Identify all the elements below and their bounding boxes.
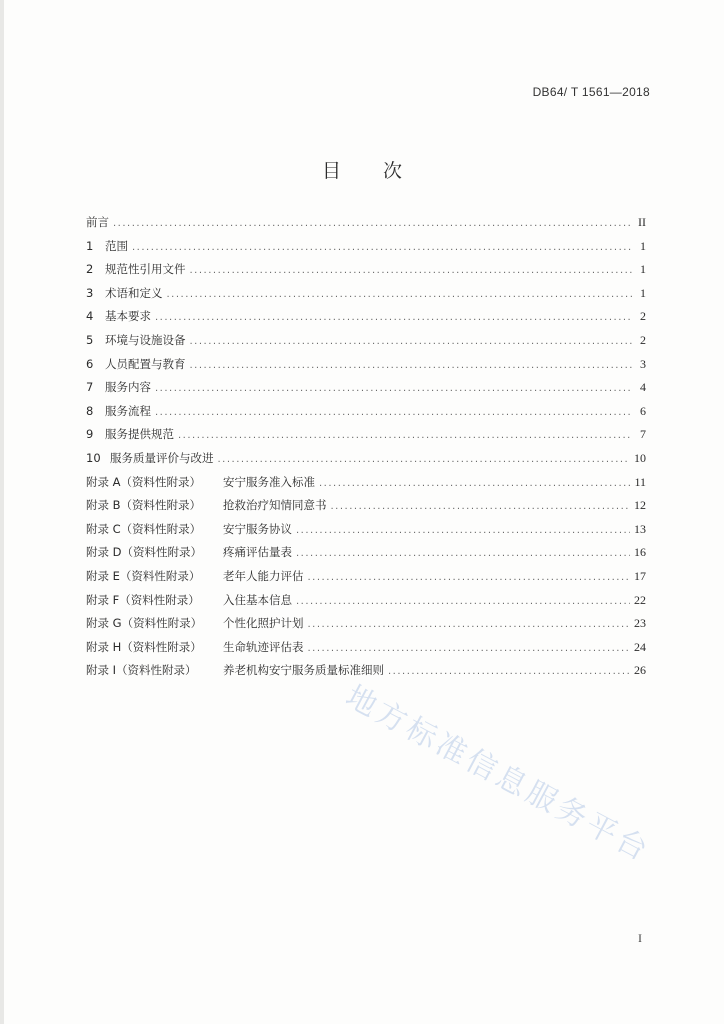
toc-entry-title: 安宁服务准入标准 xyxy=(223,474,315,489)
toc-entry[interactable] xyxy=(86,261,646,285)
toc-entry-page: II xyxy=(638,215,646,229)
toc-dot-leader xyxy=(218,454,631,465)
toc-entry-page: 23 xyxy=(634,616,646,631)
toc-dot-leader xyxy=(308,619,631,630)
toc-entry-title: 安宁服务协议 xyxy=(223,521,292,536)
toc-dot-leader xyxy=(308,572,631,583)
toc-entry-page: 22 xyxy=(634,592,646,607)
toc-dot-leader xyxy=(190,336,633,347)
toc-entry-title: 生命轨迹评估表 xyxy=(223,639,304,654)
toc-dot-leader xyxy=(167,289,633,300)
toc-entry-title: 养老机构安宁服务质量标准细则 xyxy=(223,663,384,678)
toc-entry-title: 环境与设施设备 xyxy=(105,332,186,347)
toc-entry-title: 服务内容 xyxy=(105,380,151,395)
toc-dot-leader xyxy=(296,596,630,607)
toc-entry-title: 基本要求 xyxy=(105,309,151,324)
toc-dot-leader xyxy=(388,666,630,677)
toc-entry-page: 1 xyxy=(640,285,646,300)
toc-entry-title: 入住基本信息 xyxy=(223,592,292,607)
toc-entry[interactable] xyxy=(86,497,646,521)
toc-dot-leader xyxy=(113,218,632,229)
toc-entry-title: 范围 xyxy=(105,238,128,253)
toc-entry-page: 17 xyxy=(634,568,646,583)
document-code: DB64/ T 1561—2018 xyxy=(532,85,650,99)
toc-entry-number: 2 xyxy=(86,262,94,277)
toc-entry[interactable] xyxy=(86,403,646,427)
toc-entry[interactable] xyxy=(86,426,646,450)
toc-entry-title: 服务流程 xyxy=(105,403,151,418)
toc-dot-leader xyxy=(190,265,633,276)
toc-entry-title: 术语和定义 xyxy=(105,285,163,300)
toc-entry[interactable] xyxy=(86,332,646,356)
toc-entry-title: 个性化照护计划 xyxy=(223,616,304,631)
toc-entry[interactable] xyxy=(86,474,646,498)
table-of-contents xyxy=(86,214,646,686)
toc-entry-number: 3 xyxy=(86,285,94,300)
toc-dot-leader xyxy=(331,501,631,512)
toc-dot-leader xyxy=(296,525,630,536)
toc-entry-page: 7 xyxy=(640,427,646,442)
toc-entry-page: 3 xyxy=(640,356,646,371)
toc-entry-title: 服务质量评价与改进 xyxy=(110,450,214,465)
toc-entry[interactable] xyxy=(86,568,646,592)
toc-entry-appendix-label: 附录 C（资料性附录） xyxy=(86,521,202,536)
toc-entry-number: 4 xyxy=(86,309,94,324)
toc-entry-number: 7 xyxy=(86,380,94,395)
toc-entry-title: 疼痛评估量表 xyxy=(223,545,292,560)
toc-entry-page: 16 xyxy=(634,545,646,560)
toc-entry[interactable] xyxy=(86,214,646,238)
toc-entry-page: 2 xyxy=(640,332,646,347)
toc-entry-page: 4 xyxy=(640,380,646,395)
toc-dot-leader xyxy=(155,312,632,323)
toc-entry-number: 1 xyxy=(86,238,94,253)
toc-entry-number: 6 xyxy=(86,356,94,371)
toc-entry-number: 10 xyxy=(86,450,101,465)
toc-entry-appendix-label: 附录 A（资料性附录） xyxy=(86,474,202,489)
toc-entry[interactable] xyxy=(86,639,646,663)
toc-entry-title: 规范性引用文件 xyxy=(105,262,186,277)
toc-entry-page: 2 xyxy=(640,309,646,324)
toc-entry-page: 13 xyxy=(634,521,646,536)
toc-entry-number: 8 xyxy=(86,403,94,418)
toc-entry[interactable] xyxy=(86,308,646,332)
toc-entry-appendix-label: 附录 F（资料性附录） xyxy=(86,592,200,607)
toc-dot-leader xyxy=(308,643,631,654)
watermark: 地方标准信息服务平台 xyxy=(339,679,657,870)
toc-entry-title: 前言 xyxy=(86,215,109,229)
toc-entry-appendix-label: 附录 H（资料性附录） xyxy=(86,639,202,654)
toc-entry-page: 10 xyxy=(634,450,646,465)
toc-entry-title: 服务提供规范 xyxy=(105,427,174,442)
toc-dot-leader xyxy=(155,383,632,394)
toc-entry-page: 6 xyxy=(640,403,646,418)
toc-entry[interactable] xyxy=(86,615,646,639)
toc-entry[interactable] xyxy=(86,356,646,380)
toc-entry-page: 24 xyxy=(634,639,646,654)
toc-entry[interactable] xyxy=(86,544,646,568)
toc-entry-page: 12 xyxy=(634,498,646,513)
page-title: 目 次 xyxy=(321,160,421,182)
toc-dot-leader xyxy=(296,548,630,559)
scan-edge xyxy=(0,0,4,1024)
toc-entry-appendix-label: 附录 D（资料性附录） xyxy=(86,545,203,560)
toc-entry[interactable] xyxy=(86,285,646,309)
toc-entry-title: 人员配置与教育 xyxy=(105,356,186,371)
toc-entry-page: 11 xyxy=(634,474,646,489)
toc-entry-appendix-label: 附录 E（资料性附录） xyxy=(86,568,201,583)
toc-entry[interactable] xyxy=(86,238,646,262)
page-number: I xyxy=(638,931,642,945)
toc-entry-appendix-label: 附录 I（资料性附录） xyxy=(86,663,197,678)
toc-entry-number: 9 xyxy=(86,427,94,442)
toc-dot-leader xyxy=(319,478,630,489)
toc-dot-leader xyxy=(132,242,632,253)
toc-entry[interactable] xyxy=(86,379,646,403)
toc-entry-title: 抢救治疗知情同意书 xyxy=(223,498,327,513)
toc-entry[interactable] xyxy=(86,450,646,474)
toc-entry-appendix-label: 附录 G（资料性附录） xyxy=(86,616,203,631)
toc-dot-leader xyxy=(155,407,632,418)
toc-dot-leader xyxy=(178,430,632,441)
toc-entry[interactable] xyxy=(86,592,646,616)
toc-entry-number: 5 xyxy=(86,332,94,347)
toc-entry-page: 1 xyxy=(640,262,646,277)
toc-entry-page: 1 xyxy=(640,238,646,253)
toc-entry-title: 老年人能力评估 xyxy=(223,568,304,583)
toc-dot-leader xyxy=(190,360,633,371)
toc-entry[interactable] xyxy=(86,521,646,545)
toc-entry-appendix-label: 附录 B（资料性附录） xyxy=(86,498,202,513)
toc-entry-page: 26 xyxy=(634,663,646,678)
